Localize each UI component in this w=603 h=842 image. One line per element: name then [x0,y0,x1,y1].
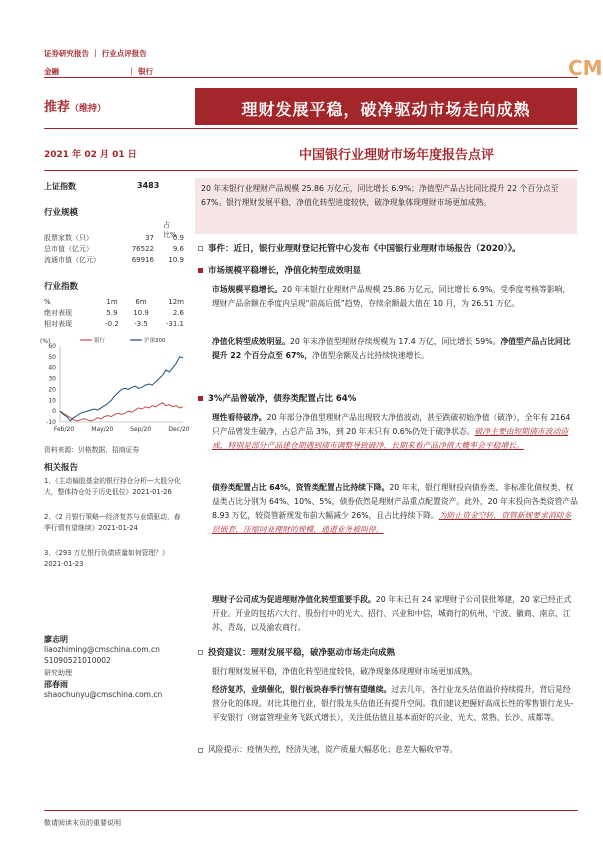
table-row: 绝对表现 5.9 10.9 2.6 [44,308,184,317]
cm-logo: CM [568,56,603,80]
sec1-para1: 市场规模平稳增长。20 年末银行业理财产品规模 25.86 万亿元，同比增长 6.9%。受季度考核等影响，理财产品余额在季度内呈现“前高后低”趋势，存续余额最大值在 10 月，为 26.51 万亿。 [212,285,571,308]
rating [44,96,106,115]
sec1-para2: 净值化转型成效明显。20 年末净值型理财存续规模为 17.4 万亿，同比增长 59%。净值型产品占比同比提升 22 个百分点至 67%，净值型余额及占比持续快速增长。 [212,337,571,360]
advice-para2: 经济复苏，业绩催化，银行板块春季行情有望继续。过去几年，各行业龙头估值溢价持续提升，背后是经营分化的体现。对比其他行业，银行股龙头估值还有提升空间。我们建议把握好高成长性的零售银行龙头-平安银行（财富管理业务飞跃式增长），关注低估值且基本面好的兴业、光大、常熟、长沙、成都等。 [212,685,574,722]
bullet-icon [198,748,203,753]
industry-index-table [44,296,184,329]
report-subtitle: 中国银行业理财市场年度报告点评 [299,148,495,163]
series-line-hs300 [60,357,183,421]
industry-label: ｜ 银行 [128,67,154,76]
report-title: 理财发展平稳，破净驱动市场走向成熟 [241,100,531,119]
title-band [195,88,577,125]
y-tick-label: 20 [48,386,56,394]
x-tick-label: Sep/20 [130,426,152,433]
series-line-bank [60,403,183,421]
risk-note: 风险提示：疫情失控，经济失速，资产质量大幅恶化；息差大幅收窄等。 [198,743,580,757]
assistant-email[interactable]: shaochunyu@cmschina.com.cn [44,690,163,699]
y-tick-label: 40 [48,364,56,372]
y-tick-label: -10 [46,419,56,426]
analyst-id: S1090521010002 [44,656,111,665]
table-row: 相对表现 -0.2 -3.5 -31.1 [44,319,184,328]
industry-index-chart [38,334,188,436]
index-label: 上证指数 [44,182,76,191]
related-item[interactable]: 1、《主动偏股基金的银行持仓分析—大股分化大，整体持仓处于历史低位》2021-01-26 [44,477,181,496]
assistant-name: 邵春雨 [44,680,68,689]
advice-heading: 投资建议：理财发展平稳，破净驱动市场走向成熟 [198,646,395,658]
legend-label: 银行 [94,338,106,344]
analyst-email[interactable]: liaozhiming@cmschina.com.cn [44,645,160,654]
industry-scale-table [44,232,184,265]
analyst-name: 廖志明 [44,635,68,644]
sec3-para: 理财子公司成为促进理财净值化转型重要手段。20 年末已有 24 家理财子公司获批筹建，20 家已经正式开业。开业的包括六大行、股份行中的光大、招行、兴业和中信，城商行的杭州、宁波、徽商、南京、江苏、青岛，以及渝农商行。 [212,595,572,632]
pct-header: 占比% [163,221,177,239]
footer-note: 敬请阅读末页的重要说明 [44,819,121,827]
bullet-icon [198,650,203,655]
bullet-icon [198,246,203,251]
sec2-para1: 理性看待破净。20 年部分净值型理财产品出现较大净值波动，甚至跌破初始净值（破净），全年有 2164 只产品曾发生破净，占总产品 3%，到 20 年末只有 0.6%仍处于破净状态。破净主要由短期债市波动造成，特别是部分产品建仓期遇到债市调整导致破净，长期来看产品净值大概率会平稳增长。 [212,413,571,450]
section2-heading: 3%产品曾破净，债券类配置占比 64% [198,392,356,404]
table-row: 流通市值（亿元） 69916 10.9 [44,255,184,264]
x-tick-label: May/20 [91,426,114,433]
related-heading: 相关报告 [44,463,79,473]
bullet-icon [198,268,203,273]
summary-box [195,178,577,234]
index-value: 3483 [137,181,160,190]
chart-source: 资料来源：贝格数据、招商证券 [44,446,140,454]
table-row: % 1m 6m 12m [44,297,184,306]
rating-sub: （维持） [70,104,107,114]
section1-heading: 市场规模平稳增长，净值化转型成效明显 [198,264,361,276]
y-tick-label: 30 [48,375,56,383]
y-tick-label: 10 [48,397,56,405]
report-date: 2021 年 02 月 01 日 [44,150,137,160]
assistant-role: 研究助理 [44,669,72,677]
y-tick-label: 60 [48,343,56,350]
legend-label: 沪深300 [144,338,166,344]
x-tick-label: Dec/20 [168,426,190,433]
related-item[interactable]: 3、《293 万亿银行负债质量如何管理？》2021-01-23 [44,549,169,568]
advice-para1: 银行理财发展平稳，净值化转型进度较快，破净现象体现理财市场更加成熟。 [212,667,478,676]
y-tick-label: 50 [48,353,56,361]
y-axis-label: (%) [40,338,51,345]
industry-index-heading: 行业指数 [44,282,79,292]
bullet-icon [198,396,203,401]
table-row: 股票家数（只） 37 0.9 [44,233,184,242]
related-item[interactable]: 2、《2 月银行策略—经济复苏与业绩驱动，春季行情有望继续》2021-01-24 [44,513,181,532]
report-type: 证券研究报告 ｜ 行业点评报告 [44,49,147,58]
table-row: 总市值（亿元） 76522 9.6 [44,244,184,253]
summary-text: 20 年末银行业理财产品规模 25.86 万亿元，同比增长 6.9%；净值型产品占比同比提升 22 个百分点至 67%。银行理财发展平稳，净值化转型进度较快，破净现象体现理财市场更加成熟。 [201,184,559,207]
rating-main: 推荐 [44,100,71,115]
x-tick-label: Feb/20 [53,426,75,433]
sec2-para2: 债券类配置占比 64%，资管类配置占比持续下降。20 年末，银行理财投向债券类、非标准化债权类、权益类占比分别为 64%、10%、5%，债券依然是理财产品重点配置资产。此外，20 年末投向各类资管产品 8.93 万亿，较资管新规发布前大幅减少 26%，且占比持续下降。为防止资金空转，资管新规要求消除多层嵌套，压缩同业理财的规模，通道业务被叫停。 [212,483,578,534]
event-bullet: 事件：近日，银行业理财登记托管中心发布《中国银行业理财市场报告（2020）》。 [198,242,580,254]
industry-scale-heading: 行业规模 [44,208,79,218]
y-tick-label: 0 [52,408,56,416]
sector-label: 金融 [44,67,59,76]
